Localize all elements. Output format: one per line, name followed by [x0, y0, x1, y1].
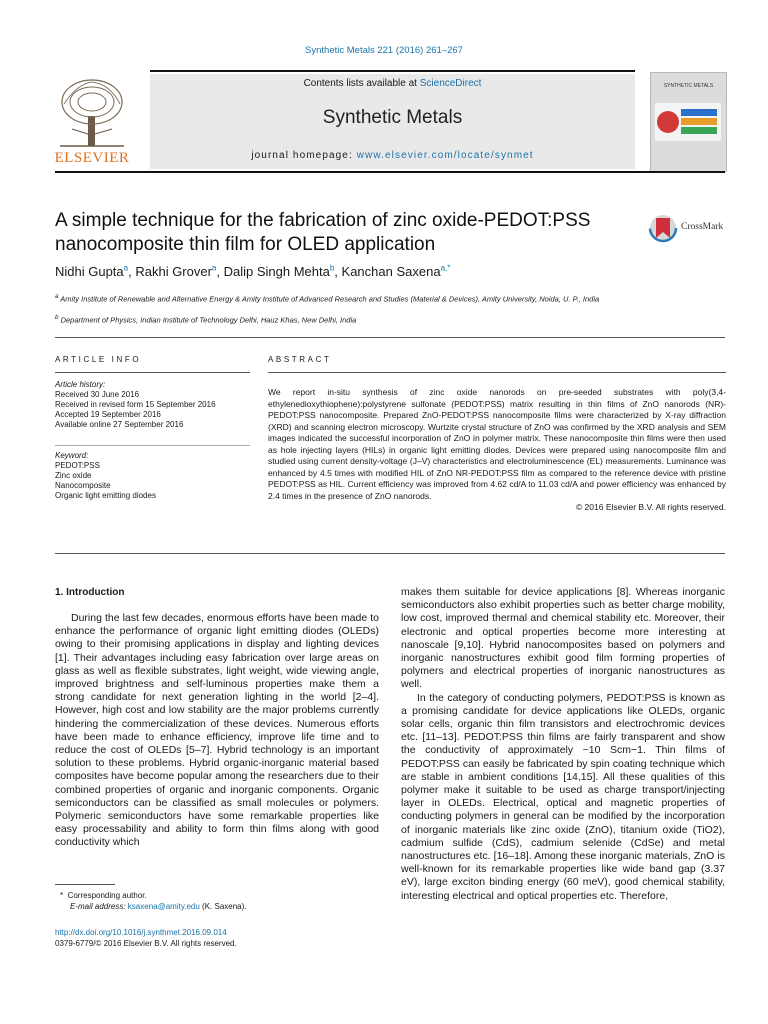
keyword: Organic light emitting diodes: [55, 491, 156, 500]
issn-line: 0379-6779/© 2016 Elsevier B.V. All rights reserved.: [55, 939, 237, 948]
affiliation-mark: b: [55, 314, 59, 321]
elsevier-wordmark: ELSEVIER: [54, 150, 130, 166]
footnote-mark: *: [60, 891, 64, 900]
journal-homepage: [150, 150, 635, 161]
paragraph: During the last few decades, enormous efforts have been made to enhance the performance of organic light emitting diodes (OLEDs) owing to their promising applications in display and lighting devices [1]. Their advantages including easy fabrication over large areas on glass as well as flexible substrates, light weight, wide viewing angle, improved brightness and self-luminous properties make them a strong candidate for next generation lighting in the world [2–4]. However, high cost and low stability are the major problems currently hindering the commercialization of these devices. Numerous efforts have been made to enhance efficiency, improve life time and to reduce the cost of OLEDs [5–7]. Hybrid technology is an important solution to these problems. Hybrid organic-inorganic material based composites have become popular among the researchers due to their combined properties of organic and inorganic components. Organic semiconductors can be classified as small molecules or polymers. Polymeric semiconductors have some remarkable properties like easy processability and ability to form thin films along with good conductivity which: [55, 612, 379, 849]
article-info-rule: [55, 372, 250, 373]
masthead-top-rule: [150, 70, 635, 72]
section-heading: 1. Introduction: [55, 587, 125, 598]
corresponding-author-note: [60, 890, 360, 901]
abstract-text: We report in-situ synthesis of zinc oxide nanorods on pre-seeded substrates with poly(3,4-ethylenedioxythiophene):polystyrene sulfonate (PEDOT:PSS) matrix resulting in thin films of ZnO nanorods (NR)-PEDOT:PSS nanocomposite. Prepared ZnO-PEDOT:PSS nanocomposite films were characterized by X-ray diffraction (XRD) and scanning electron microscopy. Wurtzite crystal structure of ZnO was confirmed by the XRD analysis and SEM images indicated the successful incorporation of ZnO in polymer matrix. These nanocomposite thin films were then used as hole injecting layers (HILs) in organic light emitting diodes. Devices were prepared using nanocomposite film and studied using current density-voltage (J–V) characteristics and electroluminescence (EL) measurements. Luminance was enhanced by 4.5 times with modified HIL of ZnO NR-PEDOT:PSS film as compared to the reference device with pristine PEDOT:PSS as HIL. Current efficiency was improved from 4.62 cd/A to 11.03 cd/A and power efficiency was enhanced by 2.4 times in the presence of ZnO nanorods.: [268, 387, 726, 501]
article-history: [55, 380, 255, 430]
keyword: PEDOT:PSS: [55, 461, 100, 470]
homepage-link[interactable]: www.elsevier.com/locate/synmet: [356, 150, 534, 161]
article-title: A simple technique for the fabrication of zinc oxide-PEDOT:PSS nanocomposite thin film for OLED application: [55, 210, 591, 255]
email-suffix: (K. Saxena).: [199, 902, 247, 911]
author-affiliation-mark[interactable]: b: [329, 264, 335, 273]
affiliation: [55, 313, 655, 326]
history-item: Accepted 19 September 2016: [55, 410, 161, 419]
corresponding-footnote: [60, 890, 360, 912]
journal-name: Synthetic Metals: [322, 107, 463, 128]
doi-block: [55, 927, 455, 949]
author-name: Dalip Singh Mehta: [223, 264, 330, 280]
author-name: Nidhi Gupta: [55, 264, 124, 280]
author: [135, 264, 223, 279]
affiliation-text: Amity Institute of Renewable and Alternative Energy & Amity Institute of Advanced Research and Studies (Material & Devices), Amity University, Noida, U. P., India: [60, 294, 600, 304]
affiliation: [55, 292, 655, 305]
history-item: Received in revised form 15 September 2016: [55, 400, 216, 409]
footnote-label: Corresponding author.: [67, 891, 147, 900]
author-name: Kanchan Saxena: [341, 264, 441, 280]
keyword: Zinc oxide: [55, 471, 92, 480]
author: [224, 264, 342, 279]
paragraph: In the category of conducting polymers, PEDOT:PSS is known as a promising candidate for device applications like OLEDs, organic solar cells, organic thin film transistors and electrochromic devices etc. [11–13]. PEDOT:PSS thin films are fairly transparent and show the conductivity of approximately ~10 Scm−1. Thin films of PEDOT:PSS can easily be fabricated by spin coating technique which are stable in ambient conditions [14,15]. All these qualities of this polymer make it suitable to be used as charge transport/injecting layer in OLEDs. Electrical, optical and magnetic properties of conducting polymers in general can be modified by the incorporation of inorganic materials like zinc oxide (ZnO), titanium oxide (TiO2), cadmium sulfide (CdS), cadmium selenide (CdSe) and metal nanostructures etc. [16–18]. Among these inorganic materials, ZnO is well-known for its remarkable properties like wide band gap (3.37 eV), large exciton binding energy (60 meV), good chemical stability, interesting electrical and optical properties etc. Therefore,: [401, 691, 725, 902]
author-affiliation-mark[interactable]: a: [123, 264, 129, 273]
right-column: [401, 586, 725, 903]
author-separator: ,: [216, 264, 224, 280]
email-label: E-mail address:: [70, 902, 128, 911]
history-label: Article history:: [55, 380, 106, 389]
crossmark-badge[interactable]: [648, 212, 728, 244]
sciencedirect-link[interactable]: ScienceDirect: [419, 78, 482, 89]
keywords-block: [55, 451, 255, 501]
email-link[interactable]: ksaxena@amity.edu: [127, 902, 200, 911]
author-separator: ,: [334, 264, 342, 280]
history-item: Received 30 June 2016: [55, 390, 140, 399]
journal-reference[interactable]: Synthetic Metals 221 (2016) 261–267: [305, 45, 463, 56]
history-item: Available online 27 September 2016: [55, 420, 184, 429]
left-column: [55, 612, 379, 850]
author-name: Rakhi Grover: [135, 264, 212, 280]
abstract: [268, 387, 726, 514]
homepage-prefix: journal homepage:: [251, 150, 357, 161]
crossmark-label: CrossMark: [681, 222, 724, 232]
abstract-bottom-rule: [55, 553, 725, 554]
affiliation-mark: a: [55, 293, 59, 300]
section-divider: [55, 337, 725, 338]
cover-graphic-icon: [655, 103, 721, 141]
journal-cover: [650, 72, 727, 172]
author: [342, 264, 451, 279]
cover-title: SYNTHETIC METALS: [663, 83, 714, 89]
paragraph: makes them suitable for device applications [8]. Whereas inorganic semiconductors also exhibit properties such as better charge mobility, low cost, improved thermal and chemical stability etc. Moreover, their electronic and optical properties become more interesting at nanoscale [9,10]. Hybrid nanocomposites based on polymers and inorganic nanostructures exhibit good film forming properties of polymers and electrical properties of inorganic nanostructures as well.: [401, 586, 725, 691]
author-affiliation-mark[interactable]: a: [211, 264, 217, 273]
author: [55, 264, 135, 279]
keyword: Nanocomposite: [55, 481, 111, 490]
article-info-heading: ARTICLE INFO: [55, 355, 142, 364]
abstract-copyright: © 2016 Elsevier B.V. All rights reserved.: [575, 502, 726, 512]
abstract-rule: [268, 372, 726, 373]
contents-prefix: Contents lists available at: [303, 78, 420, 89]
masthead-bottom-rule: [55, 171, 725, 173]
author-separator: ,: [128, 264, 136, 280]
footnote-rule: [55, 884, 115, 885]
email-note: [60, 901, 360, 912]
contents-line: [150, 78, 635, 89]
crossmark-icon: [648, 212, 678, 244]
keywords-label: Keyword:: [55, 451, 89, 460]
abstract-heading: ABSTRACT: [268, 355, 332, 364]
affiliation-text: Department of Physics, Indian Institute of Technology Delhi, Hauz Khas, New Delhi, India: [60, 315, 357, 325]
elsevier-logo: [52, 74, 132, 166]
doi-link[interactable]: http://dx.doi.org/10.1016/j.synthmet.2016.09.014: [55, 928, 227, 937]
keywords-rule: [55, 445, 250, 446]
author-list: [55, 264, 450, 279]
author-affiliation-mark[interactable]: a,*: [440, 264, 451, 273]
